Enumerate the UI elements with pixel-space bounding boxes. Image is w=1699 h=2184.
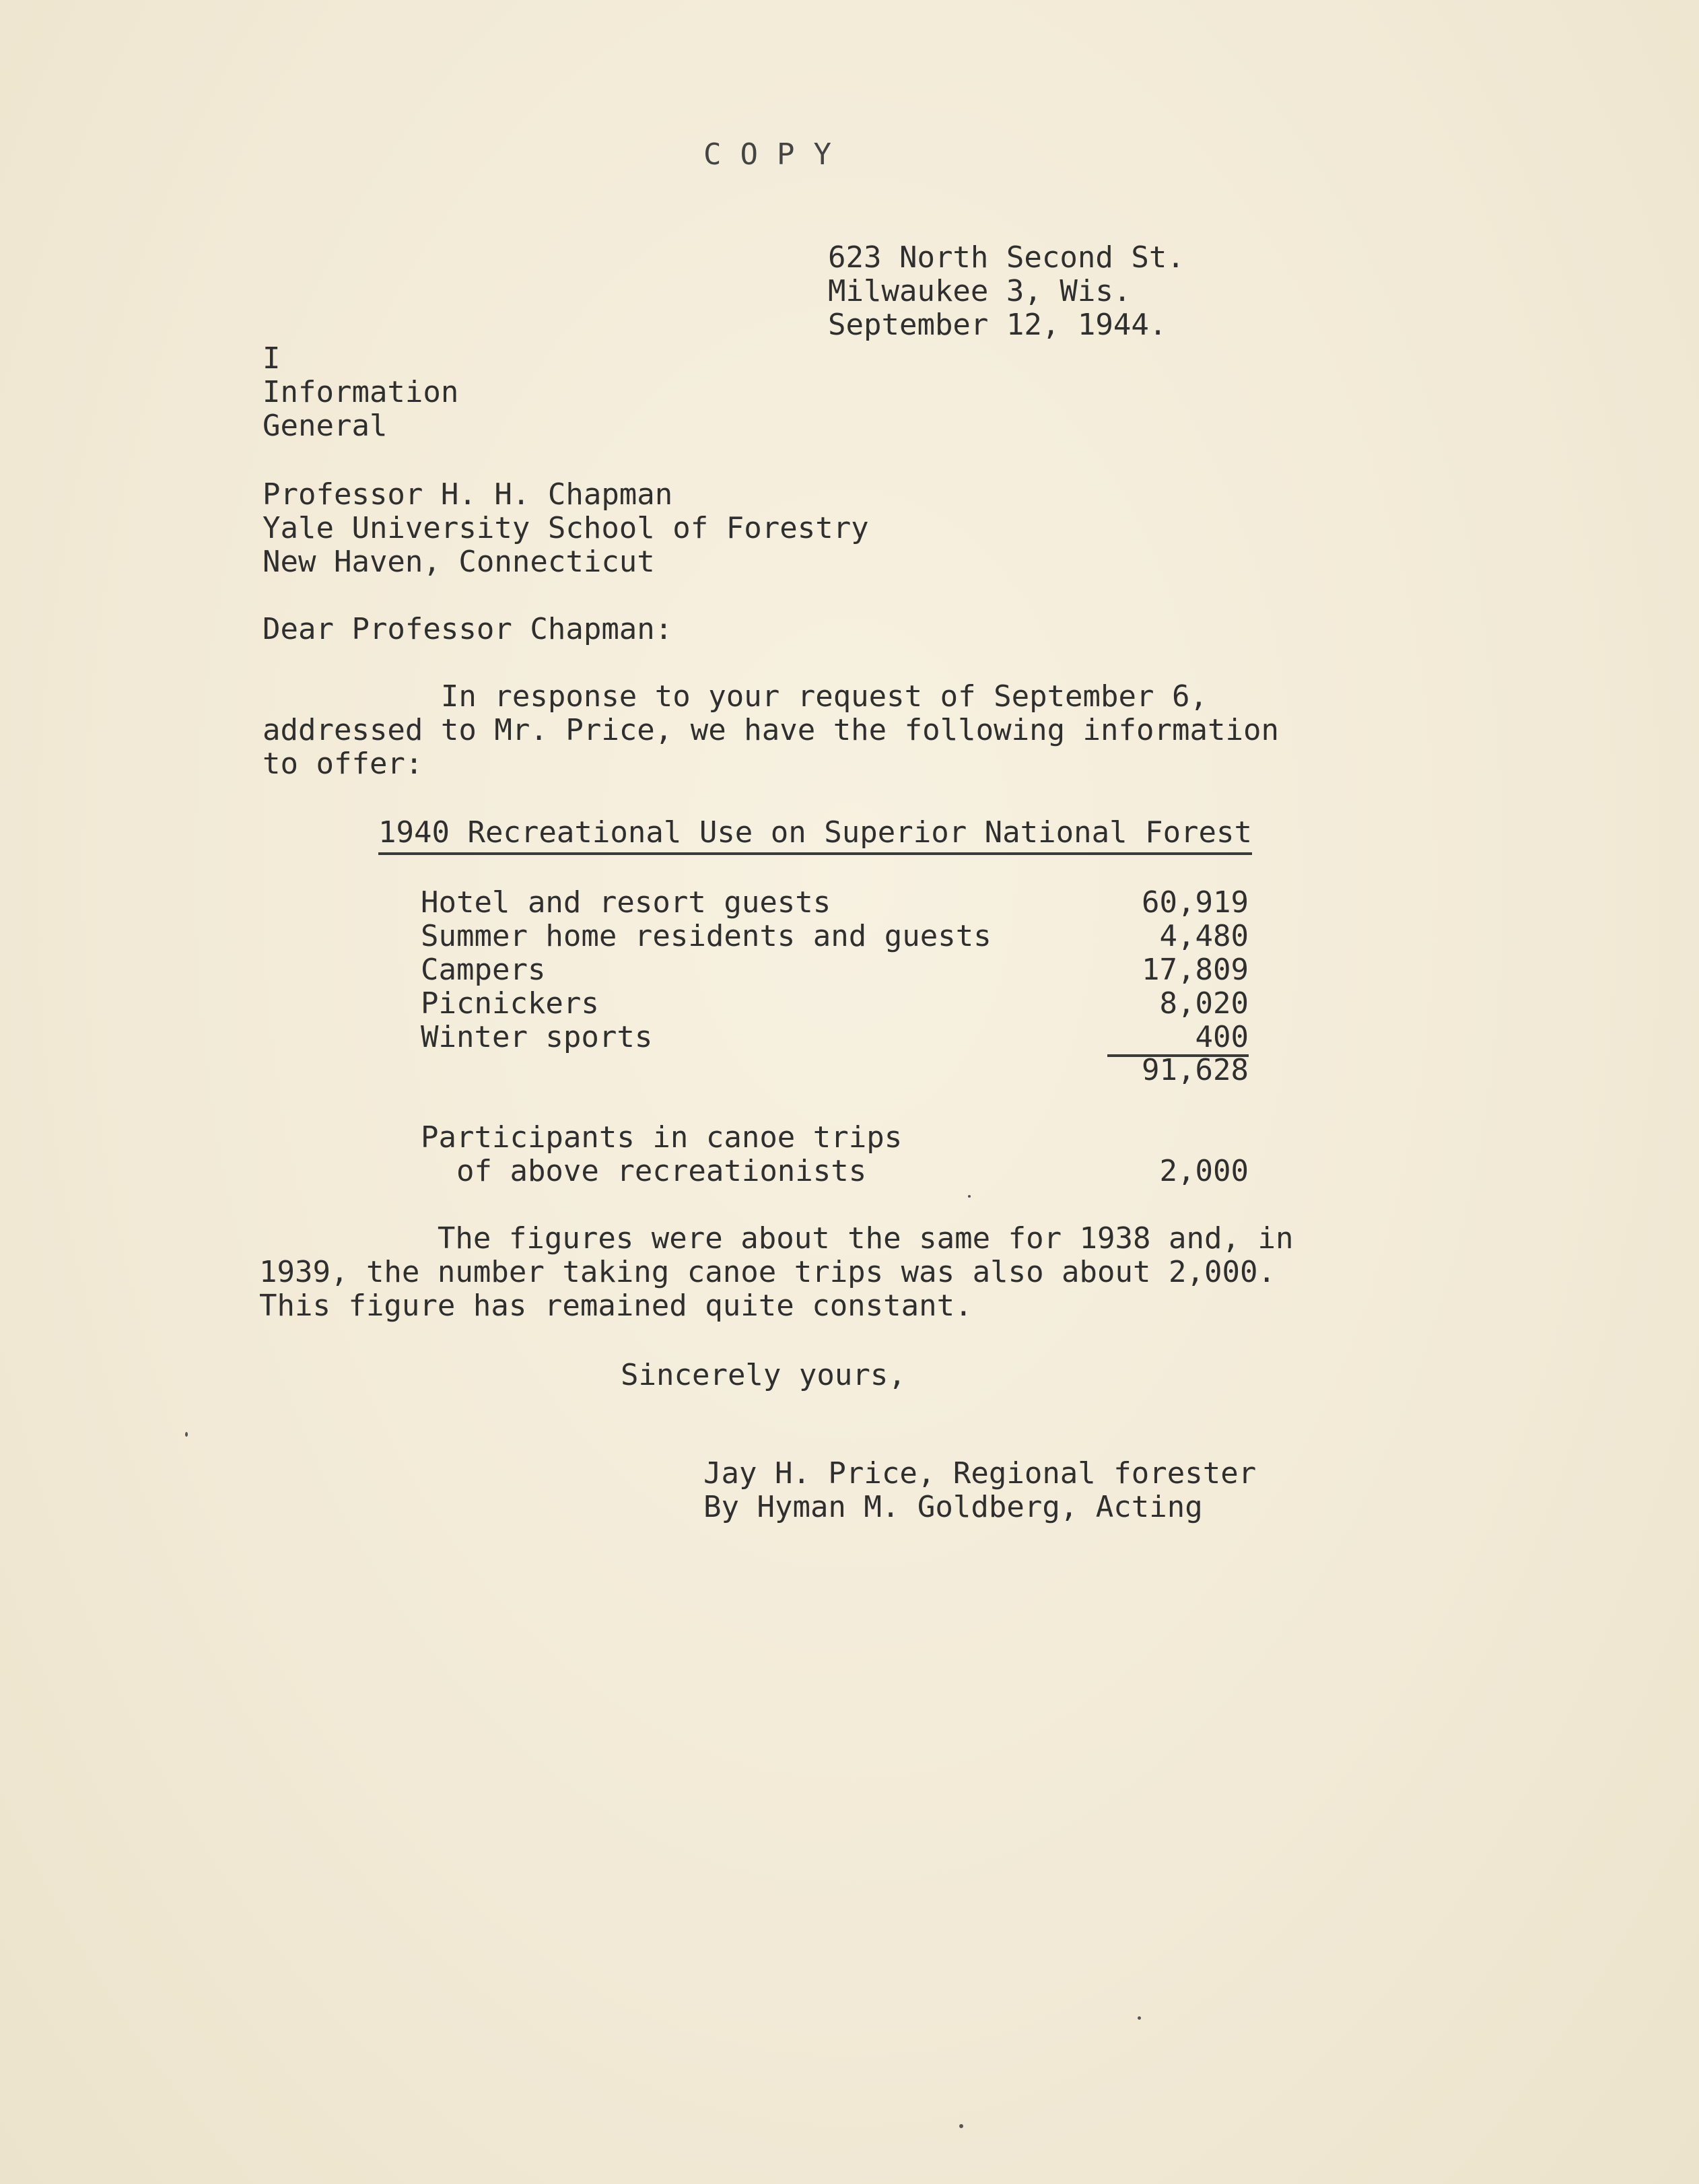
row-value: 4,480: [1159, 919, 1249, 953]
paragraph-line: 1939, the number taking canoe trips was also about 2,000.: [259, 1255, 1276, 1289]
paragraph-line: to offer:: [263, 747, 423, 781]
row-label: Participants in canoe trips: [421, 1120, 903, 1155]
recipient-address: [263, 478, 869, 579]
row-label: Campers: [421, 953, 546, 987]
copy-header: COPY: [703, 137, 850, 172]
signature-line: Jay H. Price, Regional forester: [703, 1456, 1257, 1491]
address-line: 623 North Second St.: [828, 240, 1185, 275]
table-total: 91,628: [1142, 1053, 1249, 1087]
canoe-participants: [421, 1121, 1249, 1188]
intro-paragraph: [263, 680, 1279, 781]
row-value: 60,919: [1142, 885, 1249, 920]
signature-line: By Hyman M. Goldberg, Acting: [703, 1490, 1203, 1524]
file-code: I: [263, 341, 281, 376]
row-label: Hotel and resort guests: [421, 885, 831, 920]
speck: [185, 1432, 188, 1437]
complimentary-close: Sincerely yours,: [621, 1358, 906, 1392]
table-row: [421, 1121, 1249, 1155]
table-row: [421, 1021, 1249, 1054]
table-row: [421, 920, 1249, 953]
paragraph-line: In response to your request of September 6,: [263, 679, 1208, 714]
table-row: [421, 1155, 1249, 1188]
file-codes: [263, 342, 458, 443]
speck: [1138, 2016, 1141, 2020]
recipient-line: Professor H. H. Chapman: [263, 477, 673, 512]
paragraph-line: This figure has remained quite constant.: [259, 1289, 973, 1323]
sender-address: [828, 241, 1185, 342]
salutation: Dear Professor Chapman:: [263, 612, 673, 646]
recreation-table: [421, 886, 1249, 1054]
file-code: Information: [263, 375, 459, 409]
recipient-line: New Haven, Connecticut: [263, 545, 655, 579]
row-value: 8,020: [1159, 986, 1249, 1021]
table-row: [421, 886, 1249, 920]
closing-paragraph: [259, 1222, 1293, 1323]
signature-block: [703, 1457, 1256, 1524]
file-code: General: [263, 409, 388, 443]
date-line: September 12, 1944.: [828, 308, 1167, 342]
speck: [959, 2124, 963, 2128]
paragraph-line: addressed to Mr. Price, we have the following information: [263, 713, 1279, 747]
row-value: 2,000: [1159, 1154, 1249, 1188]
address-line: Milwaukee 3, Wis.: [828, 274, 1132, 308]
paragraph-line: The figures were about the same for 1938 and, in: [259, 1221, 1294, 1256]
row-label: Winter sports: [421, 1020, 653, 1054]
row-label: Picnickers: [421, 986, 599, 1021]
table-row: [421, 987, 1249, 1021]
table-row: [421, 953, 1249, 987]
row-label: Summer home residents and guests: [421, 919, 992, 953]
speck: [968, 1195, 971, 1198]
row-value: 17,809: [1142, 953, 1249, 987]
table-title: 1940 Recreational Use on Superior National Forest: [378, 816, 1252, 855]
row-value: 400: [1195, 1020, 1249, 1054]
row-label: of above recreationists: [421, 1154, 867, 1188]
recipient-line: Yale University School of Forestry: [263, 511, 869, 545]
